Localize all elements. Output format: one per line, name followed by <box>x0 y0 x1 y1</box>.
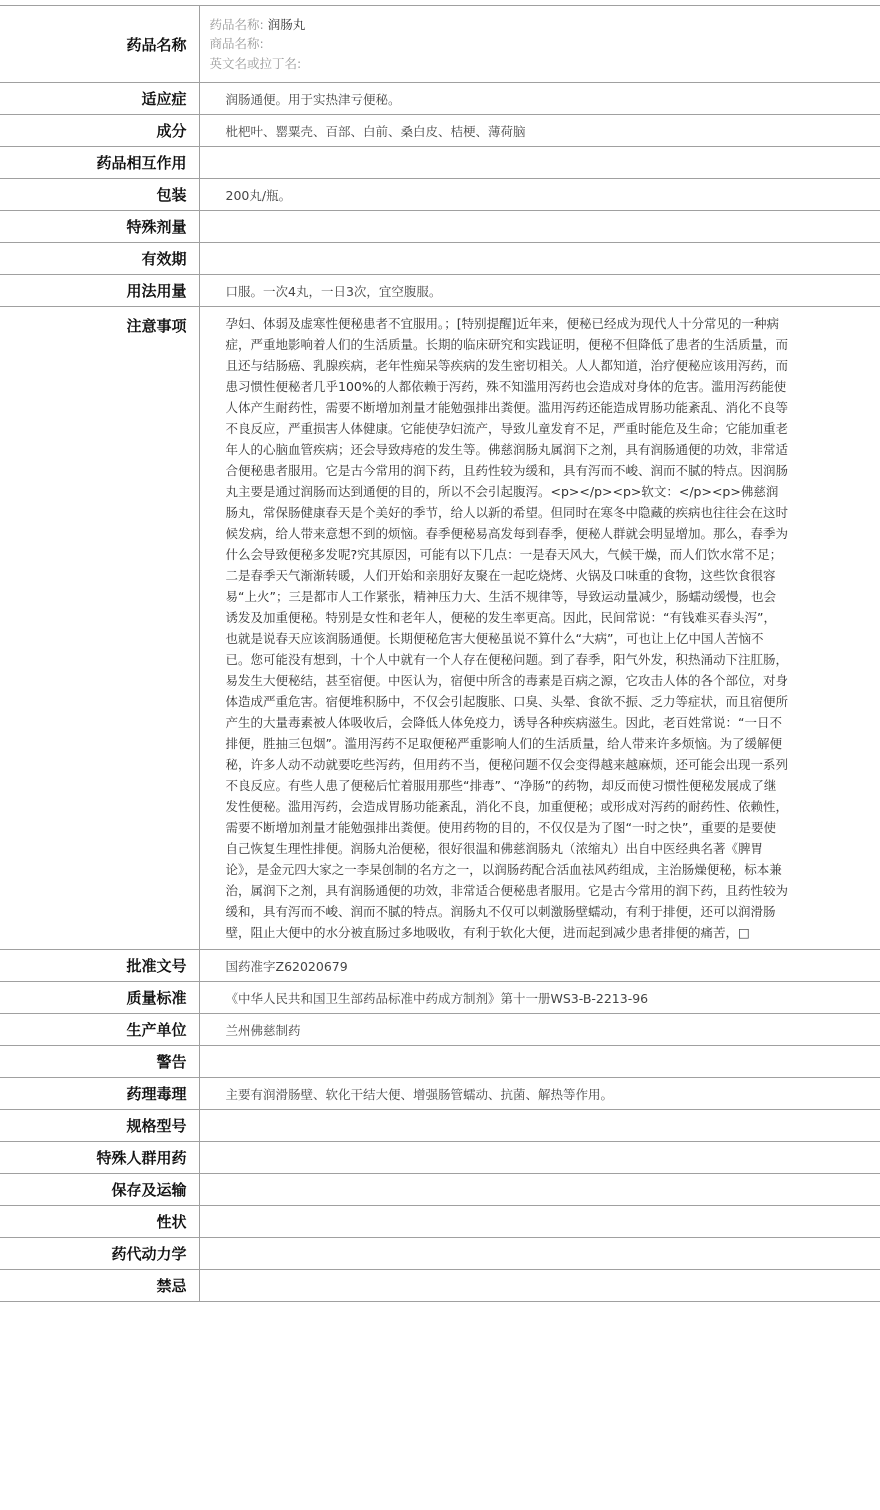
generic-name-line <box>210 15 880 35</box>
label-specification: 规格型号 <box>0 1110 199 1142</box>
label-quality-standard: 质量标准 <box>0 982 199 1014</box>
value-specification <box>199 1110 880 1142</box>
english-name-line <box>210 54 880 74</box>
row-packaging <box>0 179 880 211</box>
label-ingredients: 成分 <box>0 115 199 147</box>
label-contraindications: 禁忌 <box>0 1270 199 1302</box>
value-warning <box>199 1046 880 1078</box>
generic-name-label: 药品名称: <box>209 16 264 32</box>
label-precautions: 注意事项 <box>0 307 199 950</box>
label-expiry: 有效期 <box>0 243 199 275</box>
row-precautions <box>0 307 880 950</box>
label-usage-dosage: 用法用量 <box>0 275 199 307</box>
row-pharmacology <box>0 1078 880 1110</box>
trade-name-line <box>210 34 880 54</box>
row-approval-number <box>0 950 880 982</box>
english-name-label: 英文名或拉丁名: <box>209 55 302 71</box>
row-drug-interactions <box>0 147 880 179</box>
row-usage-dosage <box>0 275 880 307</box>
label-pharmacokinetics: 药代动力学 <box>0 1238 199 1270</box>
row-indication <box>0 83 880 115</box>
label-pharmacology: 药理毒理 <box>0 1078 199 1110</box>
value-storage <box>199 1174 880 1206</box>
label-special-populations: 特殊人群用药 <box>0 1142 199 1174</box>
row-appearance <box>0 1206 880 1238</box>
row-contraindications <box>0 1270 880 1302</box>
label-appearance: 性状 <box>0 1206 199 1238</box>
row-warning <box>0 1046 880 1078</box>
value-pharmacology: 主要有润滑肠壁、软化干结大便、增强肠管蠕动、抗菌、解热等作用。 <box>199 1078 880 1110</box>
trade-name-label: 商品名称: <box>209 36 264 52</box>
value-appearance <box>199 1206 880 1238</box>
row-specification <box>0 1110 880 1142</box>
value-manufacturer: 兰州佛慈制药 <box>199 1014 880 1046</box>
value-drug-interactions <box>199 147 880 179</box>
drug-info-table <box>0 5 880 1302</box>
value-expiry <box>199 243 880 275</box>
label-storage: 保存及运输 <box>0 1174 199 1206</box>
row-expiry <box>0 243 880 275</box>
value-packaging: 200丸/瓶。 <box>199 179 880 211</box>
label-approval-number: 批准文号 <box>0 950 199 982</box>
value-precautions: 孕妇、体弱及虚寒性便秘患者不宜服用。；[特别提醒]近年来，便秘已经成为现代人十分常见的一种病症，严重地影响着人们的生活质量。长期的临床研究和实践证明，便秘不但降低了患者的生活质量，而且还与结肠癌、乳腺疾病，老年性痴呆等疾病的发生密切相关。人人都知道，治疗便秘应该用泻药，而患习惯性便秘者几乎100%的人都依赖于泻药，殊不知滥用泻药也会造成对身体的危害。滥用泻药能使人体产生耐药性，需要不断增加剂量才能勉强排出粪便。滥用泻药还能造成胃肠功能紊乱、消化不良等不良反应，严重损害人体健康。它能使孕妇流产，导致儿童发育不足，严重时能危及生命；它能加重老年人的心脑血管疾病；还会导致痔疮的发生等。佛慈润肠丸属润下之剂，具有润肠通便的功效，非常适合便秘患者服用。它是古今常用的润下药，且药性较为缓和，具有泻而不峻、润而不腻的特点。因润肠丸主要是通过润肠而达到通便的目的，所以不会引起腹泻。<p></p><p>软文：</p><p>佛慈润肠丸，常保肠健康春天是个美好的季节，给人以新的希望。但同时在寒冬中隐藏的疾病也往往会在这时候发病，给人带来意想不到的烦恼。春季便秘易高发每到春季，便秘人群就会明显增加。那么，春季为什么会导致便秘多发呢?究其原因，可能有以下几点：一是春天风大，气候干燥，而人们饮水常不足；二是春季天气渐渐转暖，人们开始和亲朋好友聚在一起吃烧烤、火锅及口味重的食物，这些饮食很容易“上火”；三是都市人工作紧张，精神压力大、生活不规律等，导致运动量减少，肠蠕动缓慢，也会诱发及加重便秘。特别是女性和老年人，便秘的发生率更高。因此，民间常说：“有钱难买春头泻”，也就是说春天应该润肠通便。长期便秘危害大便秘虽说不算什么“大病”，可也让上亿中国人苦恼不已。您可能没有想到，十个人中就有一个人存在便秘问题。到了春季，阳气外发，积热涌动下注肛肠，易发生大便秘结，甚至宿便。中医认为，宿便中所含的毒素是百病之源，它攻击人体的各个部位，对身体造成严重危害。宿便堆积肠中，不仅会引起腹胀、口臭、头晕、食欲不振、乏力等症状，而且宿便所产生的大量毒素被人体吸收后，会降低人体免疫力，诱导各种疾病滋生。因此，老百姓常说：“一日不排便，胜抽三包烟”。滥用泻药不足取便秘严重影响人们的生活质量，给人带来许多烦恼。为了缓解便秘，许多人动不动就要吃些泻药，但用药不当，便秘问题不仅会变得越来越麻烦，还可能会出现一系列不良反应。有些人患了便秘后忙着服用那些“排毒”、“净肠”的药物，却反而使习惯性便秘发展成了继发性便秘。滥用泻药，会造成胃肠功能紊乱，消化不良，加重便秘；或形成对泻药的耐药性、依赖性，需要不断增加剂量才能勉强排出粪便。使用药物的目的，不仅仅是为了图“一时之快”，重要的是要使自己恢复生理性排便。润肠丸治便秘，很好很温和佛慈润肠丸（浓缩丸）出自中医经典名著《脾胃论》，是金元四大家之一李杲创制的名方之一，以润肠药配合活血祛风药组成，主治肠燥便秘，标本兼治，属润下之剂，具有润肠通便的功效，非常适合便秘患者服用。它是古今常用的润下药，且药性较为缓和，具有泻而不峻、润而不腻的特点。润肠丸不仅可以刺激肠壁蠕动，有利于排便，还可以润滑肠壁，阻止大便中的水分被直肠过多地吸收，有利于软化大便，进而起到减少患者排便的痛苦，□ <box>199 307 880 950</box>
value-quality-standard: 《中华人民共和国卫生部药品标准中药成方制剂》第十一册WS3-B-2213-96 <box>199 982 880 1014</box>
value-special-dosage <box>199 211 880 243</box>
row-special-dosage <box>0 211 880 243</box>
row-pharmacokinetics <box>0 1238 880 1270</box>
value-ingredients: 枇杷叶、罂粟壳、百部、白前、桑白皮、桔梗、薄荷脑 <box>199 115 880 147</box>
row-quality-standard <box>0 982 880 1014</box>
row-ingredients <box>0 115 880 147</box>
value-usage-dosage: 口服。一次4丸，一日3次，宜空腹服。 <box>199 275 880 307</box>
value-indication: 润肠通便。用于实热津亏便秘。 <box>199 83 880 115</box>
value-drug-name <box>199 6 880 83</box>
label-manufacturer: 生产单位 <box>0 1014 199 1046</box>
value-contraindications <box>199 1270 880 1302</box>
label-drug-interactions: 药品相互作用 <box>0 147 199 179</box>
row-storage <box>0 1174 880 1206</box>
row-manufacturer <box>0 1014 880 1046</box>
label-indication: 适应症 <box>0 83 199 115</box>
generic-name-value: 润肠丸 <box>267 16 306 32</box>
value-pharmacokinetics <box>199 1238 880 1270</box>
row-special-populations <box>0 1142 880 1174</box>
label-drug-name: 药品名称 <box>0 6 199 83</box>
value-approval-number: 国药准字Z62020679 <box>199 950 880 982</box>
label-warning: 警告 <box>0 1046 199 1078</box>
label-packaging: 包装 <box>0 179 199 211</box>
value-special-populations <box>199 1142 880 1174</box>
label-special-dosage: 特殊剂量 <box>0 211 199 243</box>
row-drug-name <box>0 6 880 83</box>
